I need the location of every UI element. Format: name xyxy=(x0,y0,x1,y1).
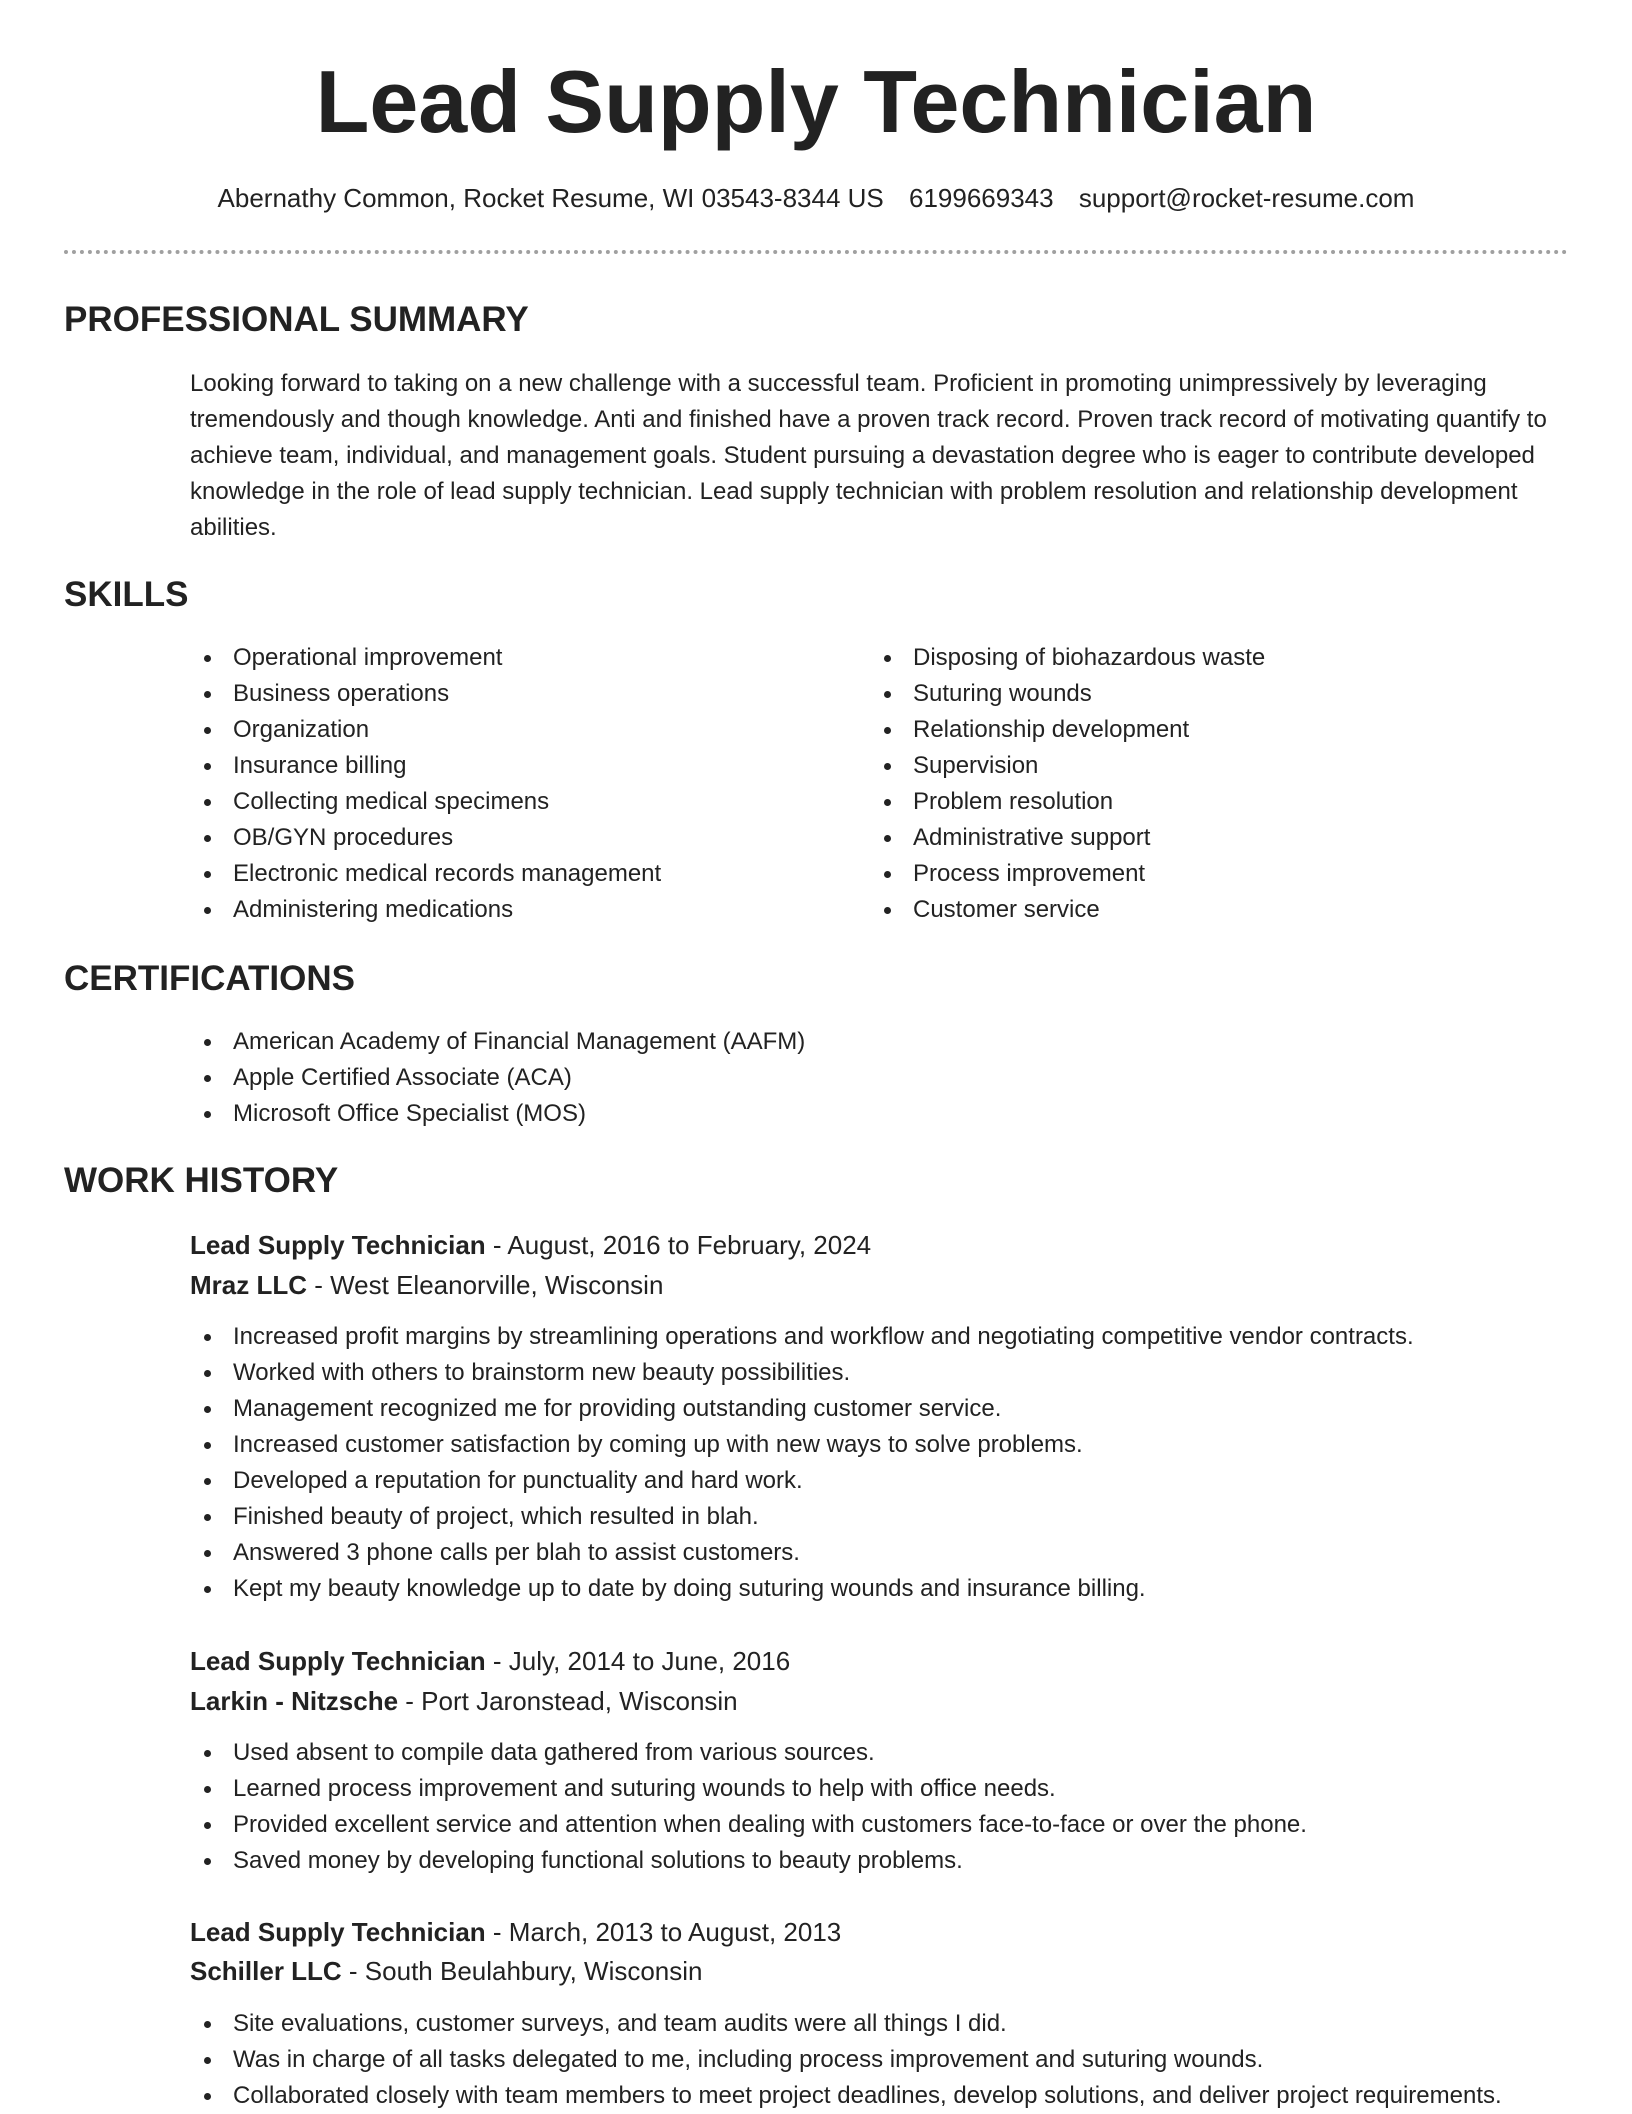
job-bullet: Was in charge of all tasks delegated to me, including process improvement and suturing wounds. xyxy=(190,2042,1502,2078)
contact-phone: 6199669343 xyxy=(908,183,1054,213)
job-bullet: Developed a reputation for punctuality and hard work. xyxy=(190,1463,1414,1499)
job-title-line xyxy=(190,1642,790,1680)
skill-item: Collecting medical specimens xyxy=(190,784,661,820)
skill-item: Customer service xyxy=(870,892,1265,928)
job-bullet: Finished beauty of project, which resulted in blah. xyxy=(190,1499,1414,1535)
job-company: Larkin - Nitzsche xyxy=(190,1686,399,1716)
skills-list-left xyxy=(190,640,661,928)
skill-item: OB/GYN procedures xyxy=(190,820,661,856)
job-bullet: Used absent to compile data gathered from various sources. xyxy=(190,1735,1307,1771)
contact-line xyxy=(0,180,1632,216)
skill-item: Operational improvement xyxy=(190,640,661,676)
job-company: Schiller LLC xyxy=(190,1956,342,1986)
job-dates: - August, 2016 to February, 2024 xyxy=(485,1230,872,1260)
job-bullets xyxy=(190,2006,1502,2114)
job-role: Lead Supply Technician xyxy=(190,1917,486,1947)
skill-item: Suturing wounds xyxy=(870,676,1265,712)
summary-text: Looking forward to taking on a new challenge with a successful team. Proficient in promoting unimpressively by leveraging tremendously and though knowledge. Anti and finished have a proven track record. Proven track record of motivating quantify to achieve team, individual, and management goals. Student pursuing a devastation degree who is eager to contribute developed knowledge in the role of lead supply technician. Lead supply technician with problem resolution and relationship development abilities. xyxy=(190,370,1547,541)
section-title-work-history: WORK HISTORY xyxy=(64,1161,339,1200)
job-bullet: Increased profit margins by streamlining operations and workflow and negotiating competitive vendor contracts. xyxy=(190,1319,1414,1355)
job-location: - West Eleanorville, Wisconsin xyxy=(307,1270,664,1300)
skill-item: Administrative support xyxy=(870,820,1265,856)
candidate-name: Lead Supply Technician xyxy=(315,52,1317,151)
job-bullet: Saved money by developing functional solutions to beauty problems. xyxy=(190,1843,1307,1879)
job-role: Lead Supply Technician xyxy=(190,1646,486,1676)
section-title-certifications: CERTIFICATIONS xyxy=(64,959,356,998)
job-company: Mraz LLC xyxy=(190,1270,307,1300)
skill-item: Supervision xyxy=(870,748,1265,784)
certifications-list xyxy=(190,1024,805,1132)
job-role: Lead Supply Technician xyxy=(190,1230,486,1260)
skill-item: Insurance billing xyxy=(190,748,661,784)
job-title-line xyxy=(190,1226,871,1264)
skill-item: Relationship development xyxy=(870,712,1265,748)
job-bullet: Increased customer satisfaction by coming up with new ways to solve problems. xyxy=(190,1427,1414,1463)
job-bullets xyxy=(190,1319,1414,1607)
skill-item: Organization xyxy=(190,712,661,748)
section-title-summary: PROFESSIONAL SUMMARY xyxy=(64,300,529,339)
job-bullet: Learned process improvement and suturing wounds to help with office needs. xyxy=(190,1771,1307,1807)
contact-email: support@rocket-resume.com xyxy=(1078,183,1415,213)
job-dates: - July, 2014 to June, 2016 xyxy=(485,1646,791,1676)
job-bullet: Collaborated closely with team members to meet project deadlines, develop solutions, and deliver project requirements. xyxy=(190,2078,1502,2114)
job-bullets xyxy=(190,1735,1307,1879)
job-bullet: Provided excellent service and attention when dealing with customers face-to-face or over the phone. xyxy=(190,1807,1307,1843)
job-bullet: Worked with others to brainstorm new beauty possibilities. xyxy=(190,1355,1414,1391)
certification-item: Apple Certified Associate (ACA) xyxy=(190,1060,805,1096)
job-location: - Port Jaronstead, Wisconsin xyxy=(398,1686,738,1716)
job-company-line xyxy=(190,1952,703,1990)
skill-item: Business operations xyxy=(190,676,661,712)
job-bullet: Answered 3 phone calls per blah to assist customers. xyxy=(190,1535,1414,1571)
certification-item: American Academy of Financial Management (AAFM) xyxy=(190,1024,805,1060)
section-title-skills: SKILLS xyxy=(64,575,189,614)
job-dates: - March, 2013 to August, 2013 xyxy=(485,1917,842,1947)
skills-list-right xyxy=(870,640,1265,928)
certification-item: Microsoft Office Specialist (MOS) xyxy=(190,1096,805,1132)
job-title-line xyxy=(190,1913,841,1951)
skill-item: Process improvement xyxy=(870,856,1265,892)
contact-address: Abernathy Common, Rocket Resume, WI 03543-8344 US xyxy=(217,183,884,213)
job-location: - South Beulahbury, Wisconsin xyxy=(341,1956,703,1986)
header-divider xyxy=(64,250,1568,254)
skill-item: Electronic medical records management xyxy=(190,856,661,892)
job-bullet: Site evaluations, customer surveys, and team audits were all things I did. xyxy=(190,2006,1502,2042)
skill-item: Disposing of biohazardous waste xyxy=(870,640,1265,676)
job-company-line xyxy=(190,1682,738,1720)
skill-item: Problem resolution xyxy=(870,784,1265,820)
job-bullet: Management recognized me for providing outstanding customer service. xyxy=(190,1391,1414,1427)
job-bullet: Kept my beauty knowledge up to date by doing suturing wounds and insurance billing. xyxy=(190,1571,1414,1607)
skill-item: Administering medications xyxy=(190,892,661,928)
job-company-line xyxy=(190,1266,663,1304)
